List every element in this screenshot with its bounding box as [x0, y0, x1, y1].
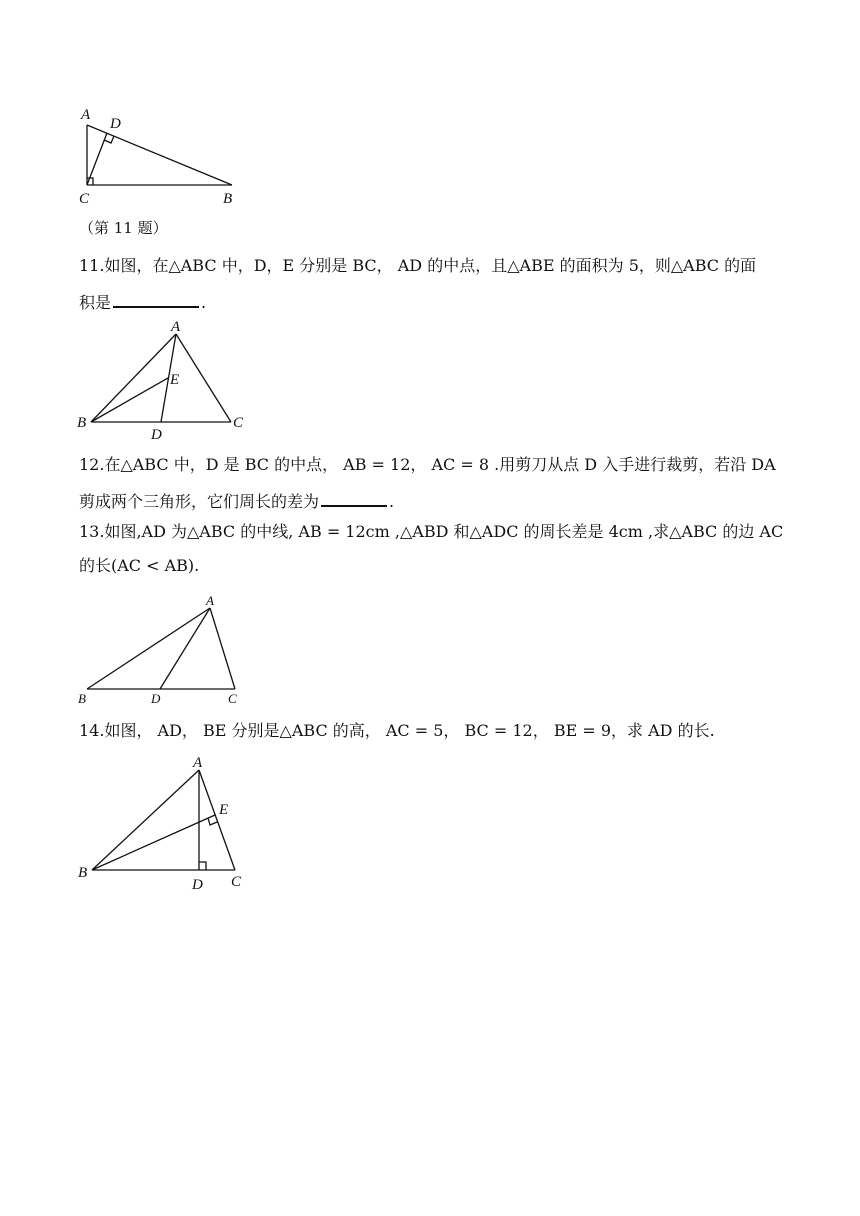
vertex-label-e: E — [170, 372, 180, 388]
vertex-label-d: D — [192, 877, 203, 893]
q13-text-line2: 的长(AC < AB). — [79, 556, 200, 575]
q12-text-suffix: . — [389, 492, 395, 511]
vertex-label-a: A — [171, 319, 181, 335]
figure-caption-11: （第 11 题） — [79, 219, 168, 237]
vertex-label-b: B — [78, 865, 88, 881]
vertex-label-a: A — [81, 107, 91, 123]
vertex-label-c: C — [79, 191, 90, 207]
q13-text-line1: 13.如图,AD 为△ABC 的中线, AB = 12cm ,△ABD 和△ADC 的周长差是 4cm ,求△ABC 的边 AC — [79, 522, 784, 541]
q12-text-line1: 12.在△ABC 中，D 是 BC 的中点， AB = 12， AC = 8 .用剪刀从点 D 入手进行裁剪，若沿 DA — [79, 455, 776, 474]
q14-text-line1: 14.如图， AD， BE 分别是△ABC 的高， AC = 5， BC = 12， BE = 9，求 AD 的长. — [79, 721, 715, 740]
vertex-label-b: B — [223, 191, 233, 207]
right-angle-mark-e — [208, 818, 217, 825]
vertex-label-c: C — [231, 874, 242, 890]
vertex-label-b: B — [78, 691, 86, 706]
q11-text-suffix: . — [201, 293, 207, 312]
segment-be — [92, 815, 215, 870]
vertex-label-c: C — [228, 691, 237, 706]
vertex-label-d: D — [110, 116, 121, 132]
vertex-label-c: C — [233, 415, 244, 431]
vertex-label-a: A — [206, 593, 214, 608]
vertex-label-a: A — [193, 755, 203, 771]
q11-text-line1: 11.如图，在△ABC 中，D，E 分别是 BC， AD 的中点，且△ABE 的面积为 5，则△ABC 的面 — [79, 256, 757, 275]
vertex-label-b: B — [77, 415, 87, 431]
vertex-label-e: E — [219, 802, 229, 818]
right-angle-mark-d — [199, 862, 206, 870]
vertex-label-d: D — [151, 691, 161, 706]
segment-ab — [92, 770, 199, 870]
q12-text-prefix: 剪成两个三角形，它们周长的差为 — [79, 492, 320, 511]
q11-text-prefix: 积是 — [79, 293, 112, 312]
vertex-label-d: D — [151, 427, 162, 443]
